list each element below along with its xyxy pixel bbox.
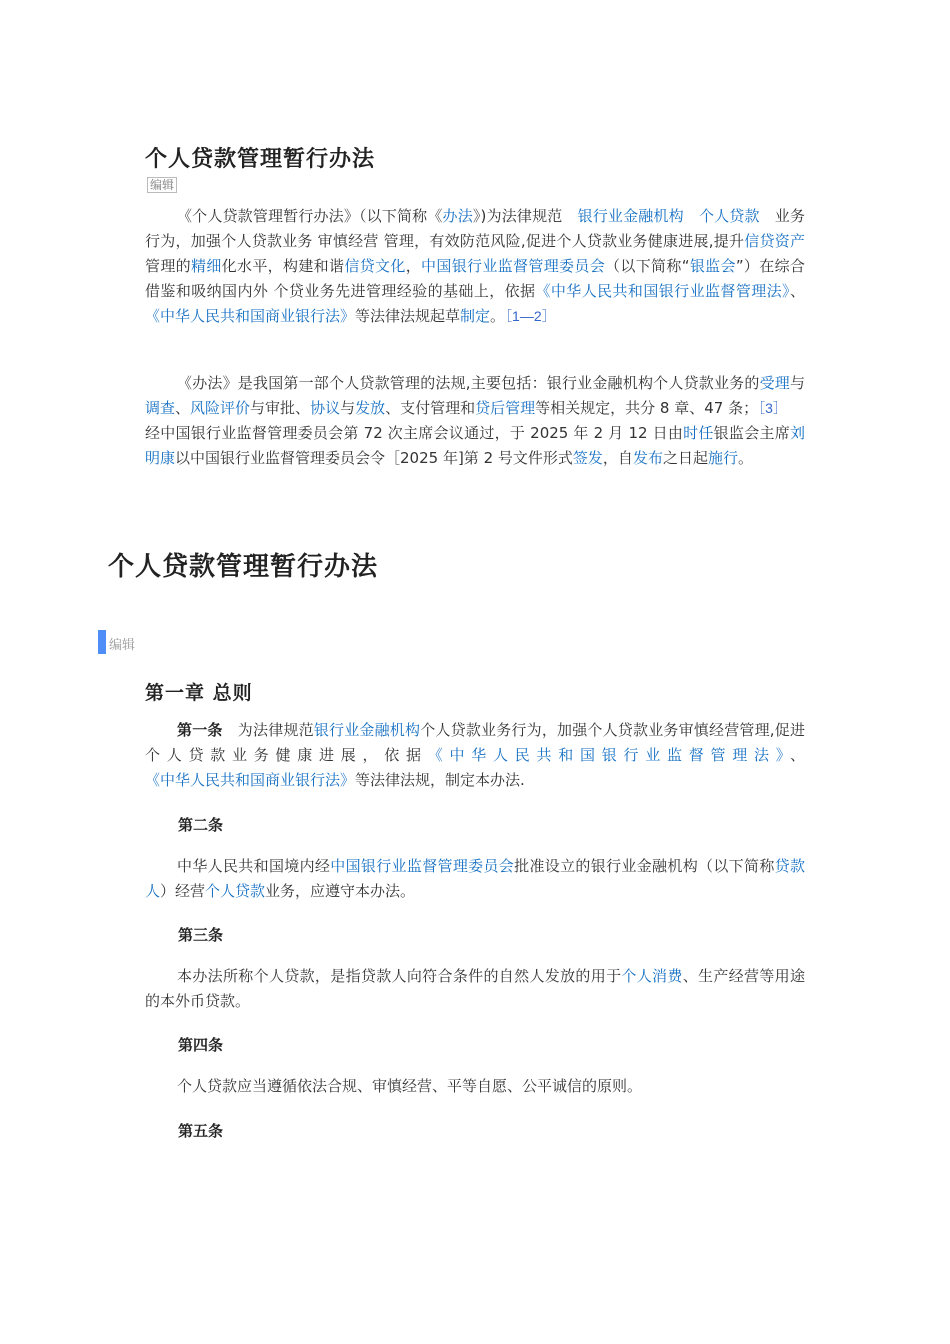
text-link[interactable]: 调查 [145,399,176,417]
article-label: 第一条 [177,721,223,739]
rich-text [145,964,805,1014]
text-link[interactable]: 《中华人民共和国商业银行法》 [145,307,356,325]
text-span: 业务，应遵守本办法。 [265,882,416,900]
text-span: 、 [175,399,191,417]
text-link[interactable]: 个人贷款 [205,882,266,900]
text-link[interactable]: 风险评价 [190,399,251,417]
text-span: 《个人贷款管理暂行办法》（以下简称《 [177,207,443,225]
chapter-title: 第一章 总则 [145,682,253,704]
rich-text [145,1074,805,1099]
section-title: 个人贷款管理暂行办法 [108,552,379,582]
text-span: ，自 [602,449,633,467]
text-span: ”）在综合借鉴和吸纳国内外 个贷业务先进管理经验的基础上，依据 [145,257,805,300]
text-span: 、生产经营等用途的本外币贷款。 [145,967,805,1010]
text-span: 以中国银行业监督管理委员会令［2025 年]第 2 号文件形式 [175,449,573,467]
text-span: 管理的 [145,257,191,275]
rich-text [145,854,805,904]
text-link[interactable]: 《中华人民共和国银行业监督管理法》 [535,282,790,300]
article-4 [145,1074,805,1099]
rich-text [145,204,805,329]
text-link[interactable]: 发布 [632,449,663,467]
text-link[interactable]: 时任 [683,424,714,442]
text-link[interactable]: 受理 [759,374,790,392]
text-span: 之日起 [662,449,708,467]
text-link[interactable]: 银行业金融机构 [313,721,421,739]
text-span: 等法律法规起草 [355,307,461,325]
text-span: 与 [340,399,356,417]
text-link[interactable]: 精细 [191,257,222,275]
rich-text [145,718,805,793]
text-span: 》)为法律规范 [472,207,578,225]
text-span: 与 [789,374,805,392]
text-link[interactable]: 贷后管理 [475,399,536,417]
text-link[interactable]: 施行 [707,449,738,467]
text-link[interactable]: 个人贷款 [698,207,760,225]
text-link[interactable]: 信贷文化 [344,257,406,275]
article-5-title: 第五条 [178,1122,224,1140]
intro-paragraph-2 [145,371,810,471]
text-link[interactable]: 《中华人民共和国银行业监督管理法》 [427,746,790,764]
text-span: 《办法》是我国第一部个人贷款管理的法规,主要包括：银行业金融机构个人贷款业务的 [177,374,760,392]
section-edit-button[interactable]: 编辑 [109,638,136,653]
text-span: 。 [490,307,506,325]
reference-link[interactable]: ［1—2］ [505,308,556,324]
reference-link[interactable]: ［3］ [758,400,780,416]
text-span [684,207,699,225]
article-2-title: 第二条 [178,816,224,834]
text-span: 化水平，构建和谐 [221,257,345,275]
intro-paragraph-1 [145,204,805,329]
text-span: 本办法所称个人贷款，是指贷款人向符合条件的自然人发放的用于 [177,967,622,985]
rich-text [145,371,810,471]
text-span: ）经营 [160,882,206,900]
text-span: 、 [789,282,805,300]
text-span: 银监会主席 [713,424,790,442]
article-4-title: 第四条 [178,1036,224,1054]
text-span: 。 [737,449,753,467]
text-link[interactable]: 贷款人 [145,857,805,900]
text-span: 、 [789,746,805,764]
text-link[interactable]: 个人消费 [621,967,683,985]
text-link[interactable]: 中国银行业监督管理委员会 [421,257,606,275]
text-span: 等法律法规，制定本办法. [355,771,525,789]
text-link[interactable]: 制定 [460,307,491,325]
text-span: 经中国银行业监督管理委员会第 72 次主席会议通过，于 2025 年 2 月 12 日由 [145,399,810,442]
text-link[interactable]: 信贷资产 [744,232,805,250]
article-2 [145,854,805,904]
text-link[interactable]: 银行业金融机构 [577,207,684,225]
text-span: （以下简称“ [605,257,690,275]
edit-button[interactable]: 编辑 [147,177,177,193]
text-span: 中华人民共和国境内经 [177,857,331,875]
article-3 [145,964,805,1014]
text-link[interactable]: 办法 [442,207,473,225]
text-link[interactable]: 协议 [310,399,341,417]
text-link[interactable]: 发放 [355,399,386,417]
page-title: 个人贷款管理暂行办法 [145,147,376,172]
text-link[interactable]: 刘明康 [145,424,805,467]
text-span: 批准设立的银行业金融机构（以下简称 [514,857,775,875]
text-span: 与审批、 [250,399,311,417]
edit-marker [98,630,106,654]
text-link[interactable]: 银监会 [689,257,736,275]
text-span: 、支付管理和 [385,399,476,417]
text-span: 个人贷款应当遵循依法合规、审慎经营、平等自愿、公平诚信的原则。 [177,1077,643,1095]
text-span: 等相关规定，共分 8 章、47 条； [535,399,759,417]
text-link[interactable]: 《中华人民共和国商业银行法》 [145,771,356,789]
text-link[interactable]: 中国银行业监督管理委员会 [330,857,515,875]
text-link[interactable]: 签发 [572,449,603,467]
article-1 [145,718,805,793]
text-span: 为法律规范 [222,721,314,739]
text-span: 个人贷款业务行为，加强个人贷款业务审慎经营管理,促进个人贷款业务健康进展，依据 [145,721,805,764]
text-span: 业务行为，加强个人贷款业务 审慎经营 管理，有效防范风险,促进个人贷款业务健康进展,提升 [145,207,805,250]
text-span: ， [405,257,422,275]
article-3-title: 第三条 [178,926,224,944]
